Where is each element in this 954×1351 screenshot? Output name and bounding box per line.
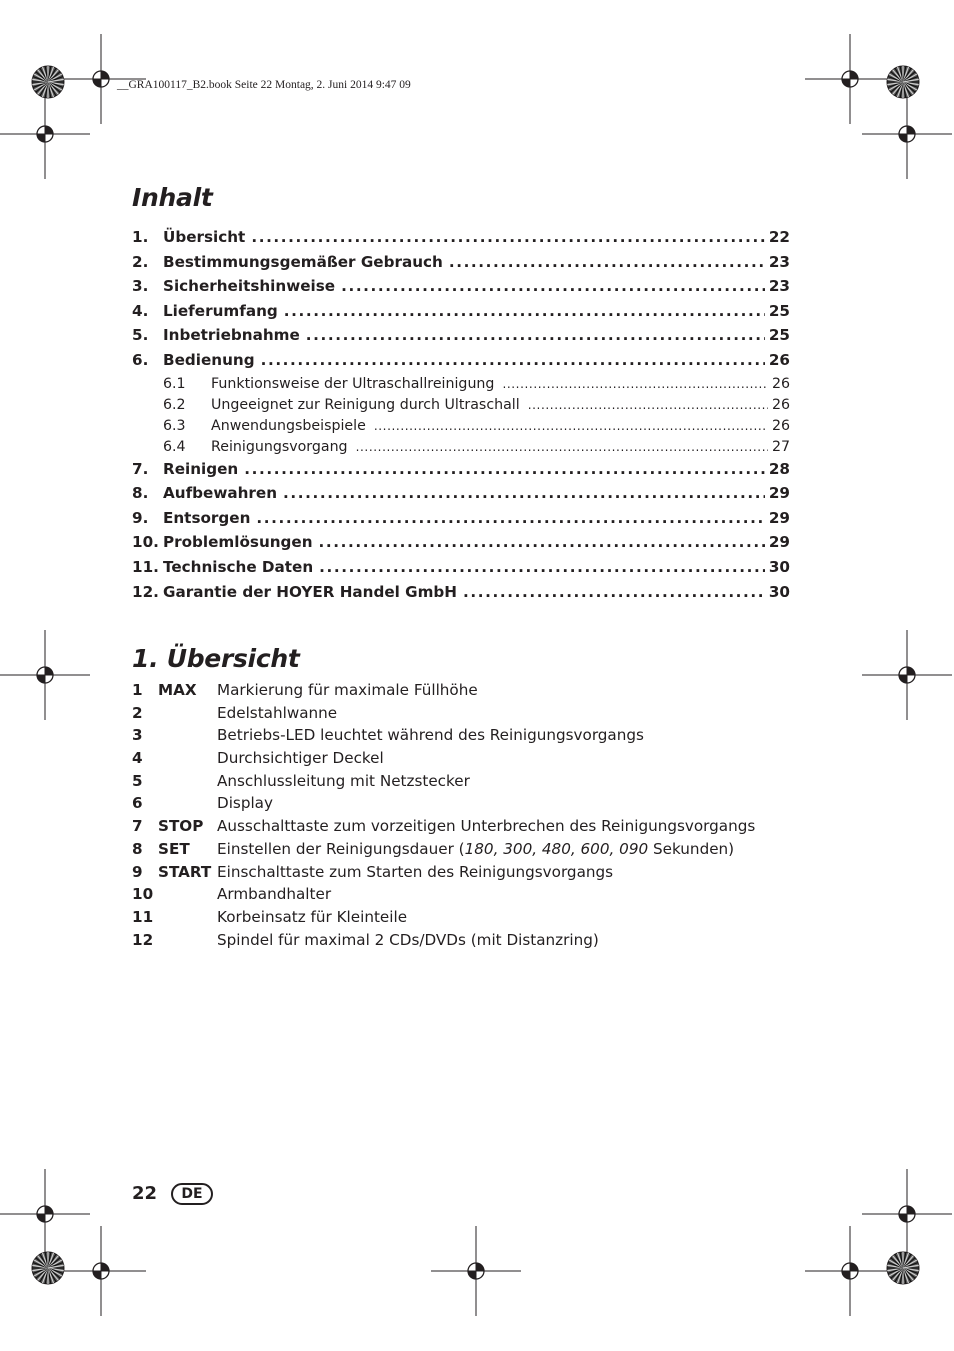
toc-leader-dots	[356, 440, 768, 454]
toc-entry-page: 23	[768, 252, 790, 271]
toc-entry-title: Ungeeignet zur Reinigung durch Ultraschall	[211, 396, 520, 413]
overview-list	[132, 681, 832, 953]
toc-entry-number: 7.	[132, 459, 149, 478]
overview-item	[132, 681, 832, 704]
toc-leader-dots	[284, 302, 765, 320]
overview-item	[132, 885, 832, 908]
toc-entry-number: 6.3	[163, 417, 186, 434]
toc-entry-title: Anwendungsbeispiele	[211, 417, 366, 434]
toc-leader-dots	[449, 253, 765, 271]
toc-leader-dots	[306, 326, 765, 344]
toc-leader-dots	[244, 460, 765, 478]
toc-leader-dots	[261, 351, 765, 369]
toc-entry-title: Problemlösungen	[163, 533, 313, 552]
toc-entry-title: Sicherheitshinweise	[163, 277, 336, 296]
overview-item-text-after: Sekunden)	[648, 839, 735, 858]
overview-item	[132, 772, 832, 795]
overview-item	[132, 704, 832, 727]
toc-entry-title: Entsorgen	[163, 508, 251, 527]
toc-entry	[132, 302, 790, 327]
overview-item-text-main: Markierung für maximale Füllhöhe	[217, 681, 478, 699]
overview-item	[132, 726, 832, 749]
toc-subentry	[132, 397, 790, 418]
overview-item-number: 2	[132, 703, 143, 722]
overview-item-text-main: Anschlussleitung mit Netzstecker	[217, 771, 470, 790]
toc-entry-number: 6.2	[163, 396, 186, 413]
overview-item-number: 11	[132, 907, 154, 926]
toc-leader-dots	[283, 484, 765, 502]
overview-item-text	[217, 726, 832, 744]
color-target-icon	[887, 1252, 919, 1284]
toc-entry-number: 4.	[132, 301, 149, 320]
toc-entry-page: 26	[771, 375, 790, 392]
toc-entry-number: 6.4	[163, 438, 186, 455]
toc-entry	[132, 351, 790, 376]
overview-item-text	[217, 794, 832, 812]
overview-item-number: 4	[132, 749, 143, 768]
overview-item-text	[217, 931, 832, 949]
toc-entry-page: 29	[768, 508, 790, 527]
toc-entry-number: 2.	[132, 252, 149, 271]
color-target-icon	[32, 66, 64, 98]
toc-leader-dots	[502, 377, 768, 391]
overview-item-text	[217, 885, 832, 903]
overview-item-number: 9	[132, 862, 143, 881]
toc-entry-title: Bestimmungsgemäßer Gebrauch	[163, 252, 443, 271]
overview-item-text-main: Einschalttaste zum Starten des Reinigungsvorgangs	[217, 862, 614, 881]
toc-entry-number: 5.	[132, 326, 149, 345]
toc-subentry	[132, 439, 790, 460]
toc-entry-page: 27	[771, 438, 790, 455]
overview-item-number: 8	[132, 839, 143, 858]
overview-item-text	[217, 704, 832, 722]
crosshair-mark-icon	[862, 89, 952, 179]
toc-entry-title: Lieferumfang	[163, 301, 278, 320]
overview-item-text	[217, 681, 832, 699]
overview-item-text	[217, 908, 832, 926]
overview-item-text-main: Korbeinsatz für Kleinteile	[217, 907, 408, 926]
toc-leader-dots	[251, 228, 765, 246]
color-target-icon	[32, 1252, 64, 1284]
table-of-contents	[132, 228, 790, 607]
toc-entry	[132, 583, 790, 608]
toc-entry-title: Übersicht	[163, 228, 246, 246]
toc-entry-title: Funktionsweise der Ultraschallreinigung	[211, 375, 495, 392]
toc-entry-page: 29	[768, 484, 790, 503]
overview-item	[132, 931, 832, 954]
crosshair-mark-icon	[0, 630, 90, 720]
overview-item-number: 12	[132, 930, 154, 949]
overview-item-text-main: Display	[217, 794, 273, 813]
toc-entry-page: 30	[768, 557, 790, 576]
toc-entry-page: 26	[771, 417, 790, 434]
overview-item-number: 7	[132, 817, 143, 836]
toc-leader-dots	[463, 583, 765, 601]
overview-item	[132, 908, 832, 931]
toc-leader-dots	[256, 509, 764, 527]
overview-item-number: 5	[132, 771, 143, 790]
overview-item-text-main: Armbandhalter	[217, 885, 332, 904]
overview-item	[132, 817, 832, 840]
color-target-icon	[887, 66, 919, 98]
toc-subentry	[132, 418, 790, 439]
overview-item-key: MAX	[158, 681, 197, 699]
toc-entry-number: 1.	[132, 228, 149, 246]
crosshair-mark-icon	[0, 1169, 90, 1259]
overview-item-number: 10	[132, 885, 154, 904]
overview-item-text	[217, 840, 832, 858]
toc-leader-dots	[341, 277, 765, 295]
overview-title: 1. Übersicht	[132, 644, 300, 673]
toc-entry-title: Bedienung	[163, 350, 255, 369]
crosshair-mark-icon	[56, 1226, 146, 1316]
toc-entry-page: 23	[768, 277, 790, 296]
toc-entry-title: Aufbewahren	[163, 484, 278, 503]
toc-entry	[132, 484, 790, 509]
overview-item-key: STOP	[158, 817, 204, 836]
toc-entry-number: 11.	[132, 557, 159, 576]
toc-entry-number: 6.1	[163, 375, 186, 392]
toc-entry-number: 12.	[132, 582, 159, 601]
print-header: __GRA100117_B2.book Seite 22 Montag, 2. Juni 2014 9:47 09	[117, 79, 411, 91]
overview-item-text	[217, 749, 832, 767]
overview-item-values: 180, 300, 480, 600, 090	[464, 839, 649, 858]
language-badge: DE	[171, 1183, 213, 1205]
contents-title: Inhalt	[132, 183, 213, 212]
toc-entry-title: Technische Daten	[163, 557, 314, 576]
overview-item	[132, 840, 832, 863]
overview-item-text-main: Spindel für maximal 2 CDs/DVDs (mit Distanzring)	[217, 930, 599, 949]
page-number: 22	[132, 1183, 158, 1204]
overview-item	[132, 749, 832, 772]
toc-entry-title: Inbetriebnahme	[163, 326, 300, 345]
toc-leader-dots	[319, 533, 765, 551]
overview-item-text-main: Einstellen der Reinigungsdauer (	[217, 839, 465, 858]
toc-entry-number: 9.	[132, 508, 149, 527]
crosshair-mark-icon	[862, 630, 952, 720]
toc-entry	[132, 277, 790, 302]
overview-item-text-main: Betriebs-LED leuchtet während des Reinigungsvorgangs	[217, 726, 644, 745]
toc-entry	[132, 253, 790, 278]
overview-item-number: 6	[132, 794, 143, 813]
toc-leader-dots	[528, 398, 768, 412]
toc-subentry	[132, 376, 790, 397]
toc-entry	[132, 558, 790, 583]
overview-item-text-main: Edelstahlwanne	[217, 703, 338, 722]
toc-entry-number: 3.	[132, 277, 149, 296]
toc-entry-page: 22	[768, 228, 790, 246]
toc-entry-number: 6.	[132, 350, 149, 369]
toc-entry-number: 8.	[132, 484, 149, 503]
toc-entry-page: 26	[768, 350, 790, 369]
overview-item-key: START	[158, 862, 212, 881]
toc-entry	[132, 533, 790, 558]
toc-leader-dots	[374, 419, 768, 433]
overview-item	[132, 794, 832, 817]
toc-entry-page: 30	[768, 582, 790, 601]
crosshair-mark-icon	[862, 1169, 952, 1259]
toc-leader-dots	[319, 558, 765, 576]
overview-item	[132, 863, 832, 886]
toc-entry	[132, 509, 790, 534]
crosshair-mark-icon	[805, 34, 895, 124]
toc-entry-page: 29	[768, 533, 790, 552]
crosshair-mark-icon	[0, 89, 90, 179]
overview-item-text-main: Ausschalttaste zum vorzeitigen Unterbrechen des Reinigungsvorgangs	[217, 817, 756, 836]
overview-item-number: 3	[132, 726, 143, 745]
toc-entry-number: 10.	[132, 533, 159, 552]
overview-item-text	[217, 772, 832, 790]
overview-item-key: SET	[158, 839, 190, 858]
toc-entry-page: 28	[768, 459, 790, 478]
crosshair-mark-icon	[805, 1226, 895, 1316]
toc-entry-page: 25	[768, 301, 790, 320]
toc-entry	[132, 228, 790, 253]
overview-item-text-main: Durchsichtiger Deckel	[217, 749, 384, 768]
toc-entry-page: 25	[768, 326, 790, 345]
toc-entry-title: Garantie der HOYER Handel GmbH	[163, 582, 458, 601]
toc-entry	[132, 326, 790, 351]
crosshair-mark-icon	[431, 1226, 521, 1316]
toc-entry	[132, 460, 790, 485]
overview-item-text	[217, 817, 832, 835]
toc-entry-title: Reinigen	[163, 459, 239, 478]
overview-item-number: 1	[132, 681, 143, 699]
toc-entry-title: Reinigungsvorgang	[211, 438, 348, 455]
toc-entry-page: 26	[771, 396, 790, 413]
overview-item-text	[217, 863, 832, 881]
